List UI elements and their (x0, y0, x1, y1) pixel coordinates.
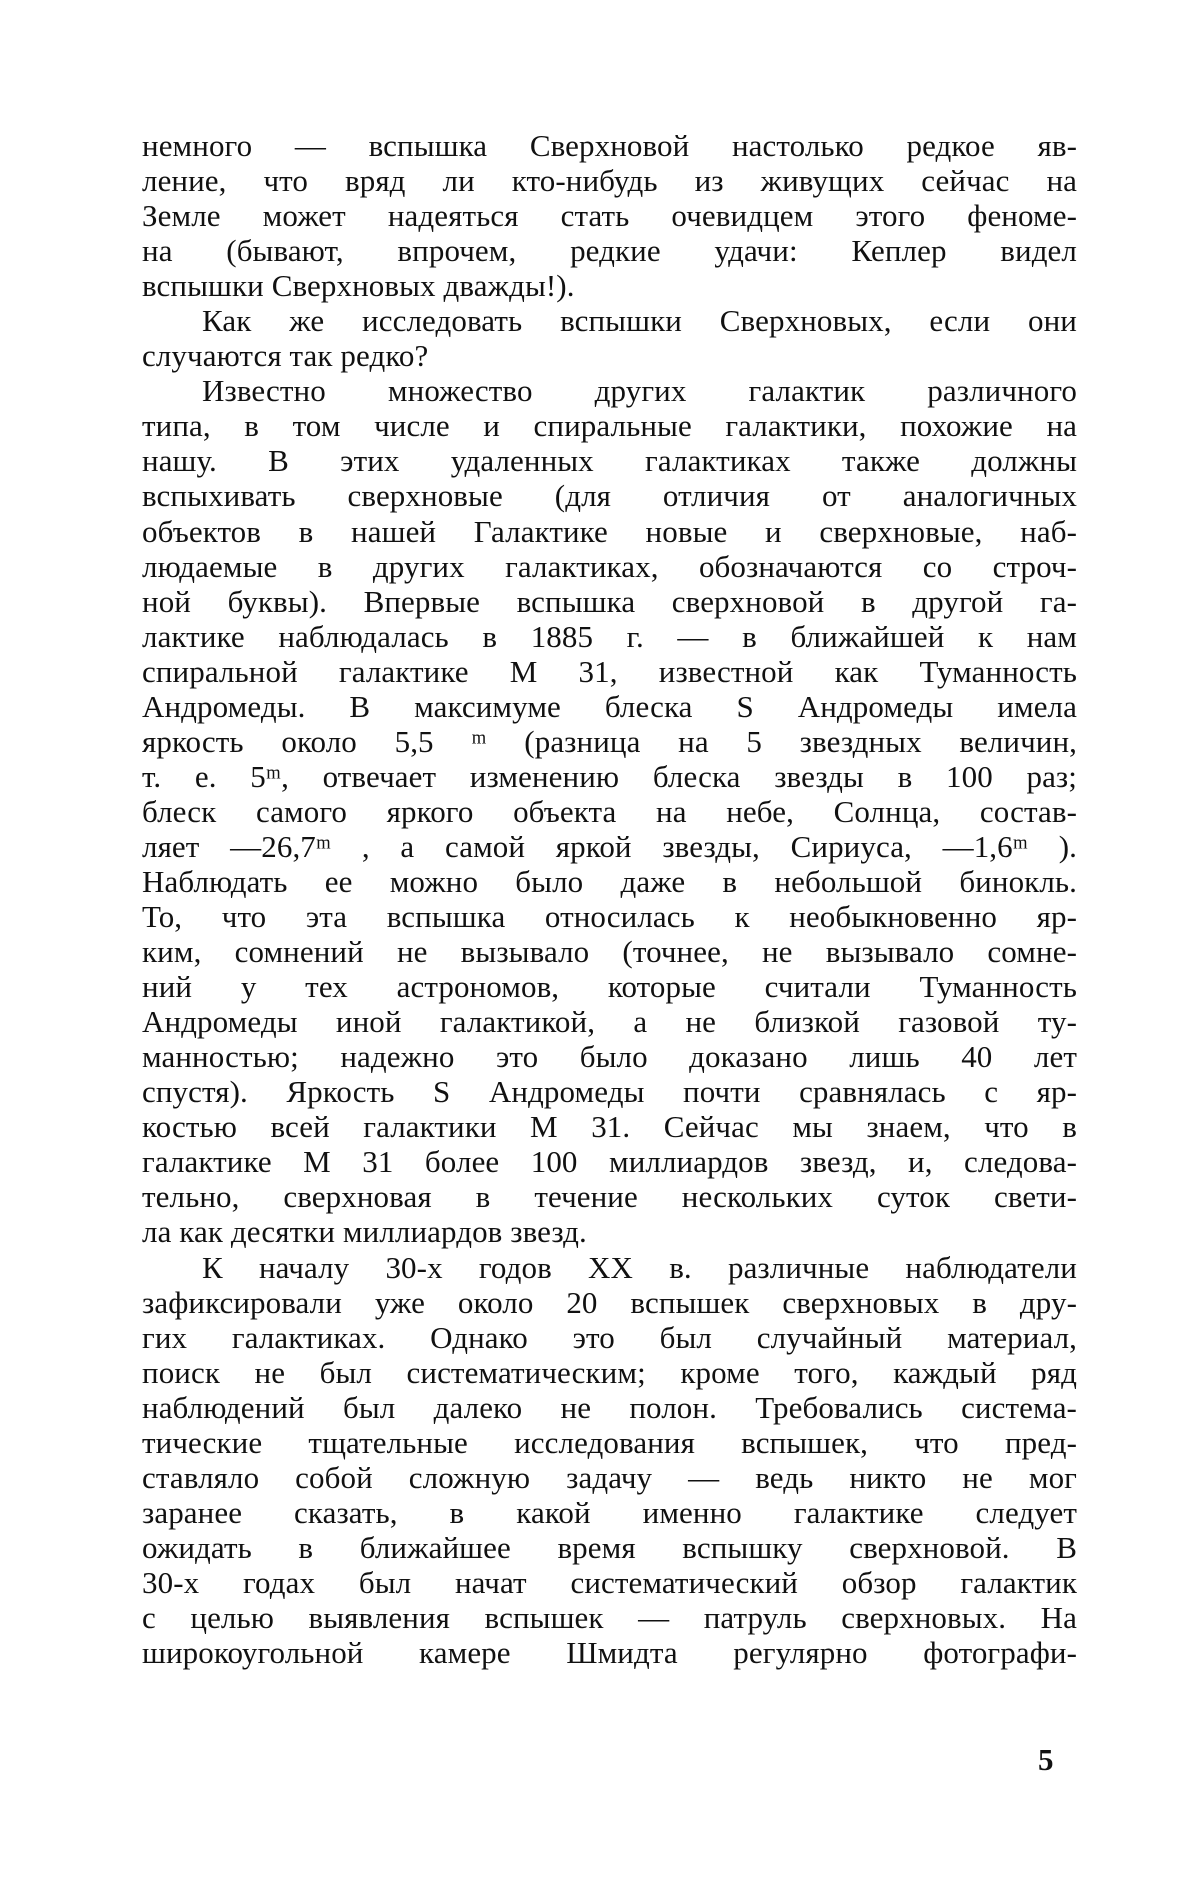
text-line: нашу. В этих удаленных галактиках также должны (142, 443, 1077, 479)
text-line: ление, что вряд ли кто-нибудь из живущих сейчас на (142, 163, 1077, 199)
text-line: костью всей галактики М 31. Сейчас мы знаем, что в (142, 1109, 1077, 1145)
text-line: широкоугольной камере Шмидта регулярно фотографи- (142, 1635, 1077, 1671)
text-line: ла как десятки миллиардов звезд. (142, 1214, 587, 1250)
paragraph-first-line: Известно множество других галактик различного (202, 373, 1077, 409)
text-line: Андромеды. В максимуме блеска S Андромеды имела (142, 688, 1077, 724)
text-line: поиск не был систематическим; кроме того, каждый ряд (142, 1354, 1077, 1390)
text-line: спустя). Яркость S Андромеды почти сравнялась с яр- (142, 1074, 1077, 1110)
text-line: вспыхивать сверхновые (для отличия от аналогичных (142, 478, 1077, 514)
text-line: людаемые в других галактиках, обозначаются со строч- (142, 548, 1077, 584)
text-line: ляет —26,7ᵐ , а самой яркой звезды, Сириуса, —1,6ᵐ ). (142, 828, 1077, 864)
text-line: 30-х годах был начат систематический обзор галактик (142, 1564, 1077, 1600)
body-text (142, 128, 1077, 1670)
text-line: ким, сомнений не вызывало (точнее, не вызывало сомне- (142, 934, 1077, 970)
text-line: гих галактиках. Однако это был случайный материал, (142, 1319, 1077, 1355)
paragraph-first-line: К началу 30-х годов XX в. различные наблюдатели (202, 1249, 1077, 1285)
paragraph-first-line: Как же исследовать вспышки Сверхновых, если они (202, 303, 1077, 339)
text-line: ной буквы). Впервые вспышка сверхновой в другой га- (142, 583, 1077, 619)
text-line: ний у тех астрономов, которые считали Туманность (142, 969, 1077, 1005)
text-line: ожидать в ближайшее время вспышку сверхновой. В (142, 1529, 1077, 1565)
text-line: т. е. 5ᵐ, отвечает изменению блеска звезды в 100 раз; (142, 758, 1077, 794)
text-line: тические тщательные исследования вспышек, что пред- (142, 1424, 1077, 1460)
text-line: блеск самого яркого объекта на небе, Солнца, состав- (142, 793, 1077, 829)
text-line: тельно, сверхновая в течение нескольких суток свети- (142, 1179, 1077, 1215)
text-line: Земле может надеяться стать очевидцем этого феноме- (142, 198, 1077, 234)
text-line: на (бывают, впрочем, редкие удачи: Кеплер видел (142, 233, 1077, 269)
text-line: То, что эта вспышка относилась к необыкновенно яр- (142, 899, 1077, 935)
text-line: галактике М 31 более 100 миллиардов звезд, и, следова- (142, 1144, 1077, 1180)
page-number: 5 (1038, 1742, 1054, 1777)
text-line: случаются так редко? (142, 338, 429, 374)
text-line: манностью; надежно это было доказано лишь 40 лет (142, 1039, 1077, 1075)
text-line: зафиксировали уже около 20 вспышек сверхновых в дру- (142, 1284, 1077, 1320)
text-line: заранее сказать, в какой именно галактике следует (142, 1494, 1077, 1530)
text-line: с целью выявления вспышек — патруль сверхновых. На (142, 1599, 1077, 1635)
text-line: наблюдений был далеко не полон. Требовались системa- (142, 1389, 1077, 1425)
text-line: объектов в нашей Галактике новые и сверхновые, наб- (142, 513, 1077, 549)
text-line: вспышки Сверхновых дважды!). (142, 268, 575, 304)
text-line: спиральной галактике М 31, известной как Туманность (142, 653, 1077, 689)
text-line: типа, в том числе и спиральные галактики, похожие на (142, 408, 1077, 444)
text-line: лактике наблюдалась в 1885 г. — в ближайшей к нам (142, 618, 1077, 654)
text-line: яркость около 5,5 ᵐ (разница на 5 звездных величин, (142, 723, 1077, 759)
text-line: ставляло собой сложную задачу — ведь никто не мог (142, 1459, 1077, 1495)
text-line: немного — вспышка Сверхновой настолько редкое яв- (142, 128, 1077, 163)
text-line: Наблюдать ее можно было даже в небольшой бинокль. (142, 863, 1077, 899)
text-line: Андромеды иной галактикой, а не близкой газовой ту- (142, 1004, 1077, 1040)
